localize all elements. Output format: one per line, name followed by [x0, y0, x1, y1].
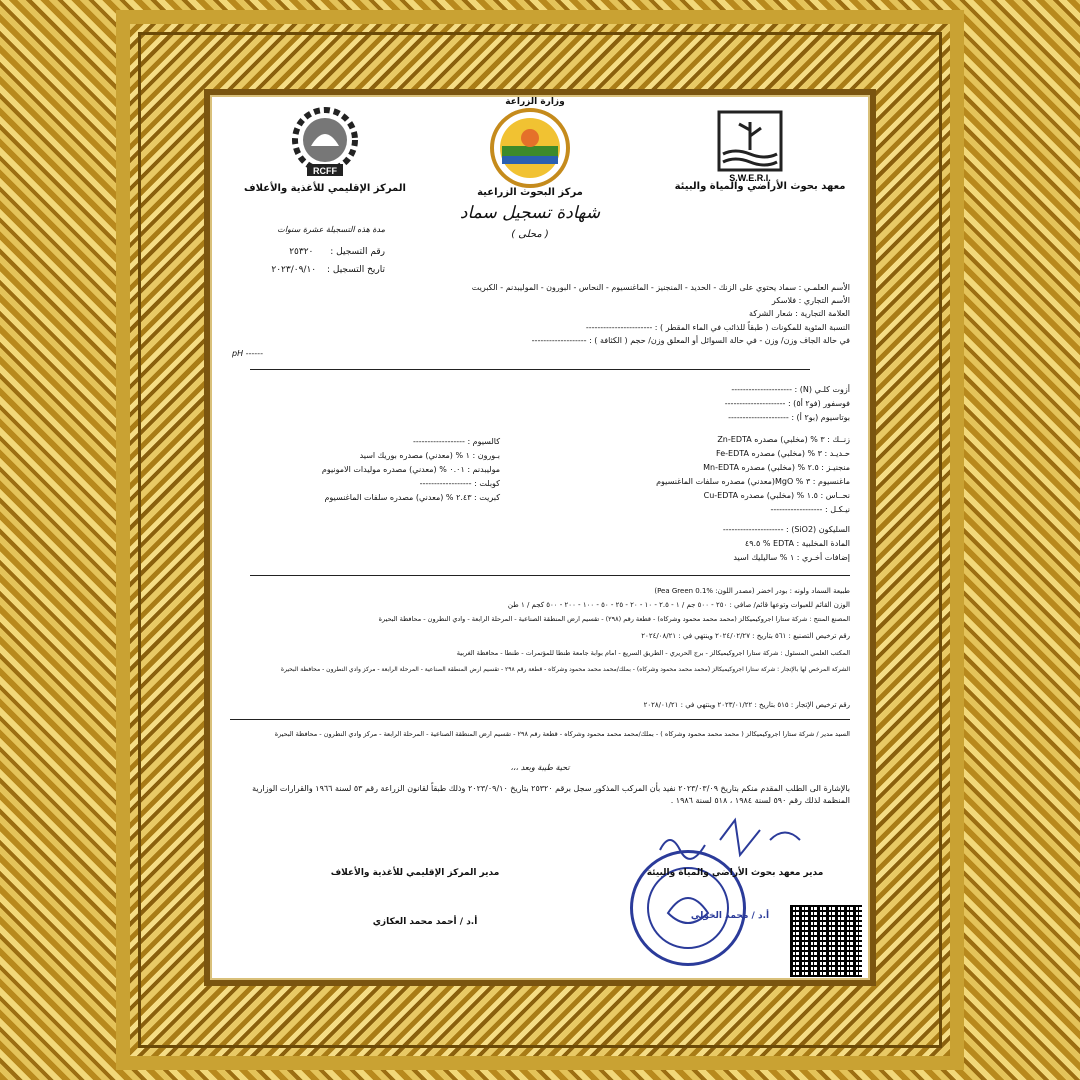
molybdenum-row: موليبدنم : ٠.٠١ % (معدني) مصدره موليدات الامونيوم	[321, 465, 500, 474]
manufacturer: المصنع المنتج : شركة ستارا اجروكيميكالز (محمد محمد محمود وشركاه) - قطعة رقم (٢٩٨) - تقسيم ارض المنطقة الصناعية - المرحلة الرابعة - وادي النطرون - محافظة البحيرة	[378, 615, 850, 623]
calcium-row: كالسيوم : ------------------	[412, 437, 500, 446]
right-signatory-name: أ.د / محمد الخولي	[690, 911, 770, 921]
registration-date-row	[225, 265, 385, 275]
registration-number-value: ٢٥٣٢٠	[289, 247, 314, 257]
magnesium-row: ماغنسيوم : ٣ % MgO(معدني) مصدره سلفات الماغنسيوم	[656, 477, 850, 486]
greeting: تحية طيبة وبعد ،،،	[510, 763, 570, 772]
phosphorus-row: فوسفور (فو٢ أ٥) : ---------------------	[724, 399, 850, 408]
package-weights: الوزن القائم للعبوات وتوعها قائم/ صافي : ٢٥٠ - ٥٠٠ جم / ١ - ٢.٥ - ١٠ - ٢٠ - ٢٥ - ٥٠ - ١٠٠ - ٢٠٠ - ٥٠٠ كجم / ١ طن	[507, 601, 850, 609]
left-signatory-title: مدير المركز الإقليمي للأغذية والأعلاف	[330, 868, 500, 878]
divider	[250, 369, 810, 370]
registration-number-label: رقم التسجيل :	[330, 247, 385, 257]
ministry-name: وزارة الزراعة	[505, 97, 565, 107]
additives-row: إضافات أخـري : ١ % ساليليك اسيد	[733, 553, 850, 562]
divider	[230, 719, 850, 720]
scientific-name: الأسم العلمـي : سماد يحتوي على الزنك - الحديد - المنجنيز - الماغنسيوم - النحاس - البورون - الموليبدنم - الكبريت	[471, 283, 850, 292]
cobalt-row: كوبلت : ------------------	[419, 479, 500, 488]
certificate-page	[210, 95, 870, 980]
registration-date-value: ٢٠٢٣/٠٩/١٠	[271, 265, 317, 275]
chelating-row: المادة المخلبية : EDTA % ٤٩.٥	[744, 539, 850, 548]
nickel-row: نيـكـل : ------------------	[770, 505, 850, 514]
sulfur-row: كبريت : ٢.٤٣ % (معدني) مصدره سلفات الماغنسيوم	[324, 493, 500, 502]
trading-company: الشركة المرخص لها بالإتجار : شركة ستارا اجروكيميكالز (محمد محمد محمود وشركاه) - بملك/محمد محمد محمود وشركاه - قطعة رقم ٢٩٨ - تقسيم ارض المنطقة الصناعية - المرحلة الرابعة - مركز وادي النطرون - محافظة البحيرة	[280, 666, 850, 673]
registration-date-label: تاريخ التسجيل :	[327, 265, 385, 275]
addressee: السيد مدير / شركة ستارا اجروكيميكالز ( محمد محمد محمود وشركاه ) - بملك/محمد محمد محمود وشركاه - قطعة رقم ٢٩٨ - تقسيم ارض المنطقة الصناعية - المرحلة الرابعة - مركز وادي النطرون - محافظة البحيرة	[274, 730, 850, 738]
letter-body: بالإشارة الى الطلب المقدم منكم بتاريخ ٢٠٢٣/٠٣/٠٩ نفيد بأن المركب المذكور سجل برقم ٢٥٣٢٠ بتاريخ ٢٠٢٣/٠٩/١٠ وذلك طبقاً لقانون الزراعة رقم ٥٣ لسنة ١٩٦٦ والقرارات الوزارية المنظمة لذلك رقم ٥٩٠ لسنة ١٩٨٤ ، ٥١٨ لسنة ١٩٨٦ .	[252, 784, 850, 805]
svg-text:S.W.E.R.I.: S.W.E.R.I.	[729, 173, 771, 183]
arc-logo	[480, 100, 580, 190]
scientific-office: المكتب العلمي المسئول : شركة ستارا اجروكيميكالز - برج الحريري - الطريق السريع - امام بوابة جامعة طنطا للمؤتمرات - طنطا - محافظة الغربية	[456, 649, 850, 657]
trading-license: رقم ترخيص الإتجار : ٥١٥ بتاريخ : ٢٠٢٣/٠١/٢٢ وينتهي في : ٢٠٢٨/٠١/٢١	[643, 701, 850, 709]
nitrogen-row: أزوت كلـي (N) : ---------------------	[731, 385, 850, 394]
silicon-row: السليكون (SiO2) : ---------------------	[722, 525, 850, 534]
certificate-title: شهادة تسجيل سماد	[459, 203, 601, 223]
fertilizer-nature: طبيعة السماد ولونه : بودر اخضر (مصدر اللون: Pea Green 0.1%)	[654, 587, 850, 595]
right-org-name: معهد بحوث الأراضي والمياة والبيئة	[674, 181, 846, 192]
ph-value: pH ------	[232, 349, 263, 358]
certificate-subtitle: ( محلى )	[511, 229, 549, 240]
potassium-row: بوتاسيوم (بو٢ أ) : ---------------------	[728, 413, 850, 422]
rcff-logo	[280, 105, 370, 185]
sweri-logo	[705, 107, 795, 187]
registration-number-row	[225, 247, 385, 257]
validity-note: مدة هذه التسجيلة عشرة سنوات	[277, 225, 385, 234]
trade-name: الأسم التجاري : فلاسكر	[771, 296, 850, 305]
left-signatory-name: أ.د / أحمد محمد العكازي	[372, 917, 478, 927]
manufacturing-license: رقم ترخيص التصنيع : ٥٦١ بتاريخ : ٢٠٢٤/٠٢/٢٧ وينتهي في : ٢٠٢٤/٠٨/٢١	[641, 632, 850, 640]
divider	[250, 575, 850, 576]
manganese-row: منجنيـز : ٢.٥ % (مخلبي) مصدره Mn-EDTA	[703, 463, 850, 472]
left-org-name: المركز الإقليمي للأغذية والأعلاف	[244, 183, 406, 194]
state-note: في حالة الجاف وزن/ وزن - في حالة السوائل أو المعلق وزن/ حجم ( الكثافة ) : -------------------	[531, 336, 850, 345]
right-signatory-title: مدير معهد بحوث الأراضي والمياة والبيئة	[646, 868, 824, 878]
percent-note: النسبة المئوية للمكونات ( طبقاً للذائب في الماء المقطر ) : -----------------------	[585, 323, 850, 332]
copper-row: نحــاس : ١.٥ % (مخلبي) مصدره Cu-EDTA	[703, 491, 850, 500]
zinc-row: زنــك : ٣ % (مخلبي) مصدره Zn-EDTA	[717, 435, 850, 444]
svg-text:RCFF: RCFF	[313, 166, 337, 176]
boron-row: بـورون : ١ % (معدني) مصدره بوريك اسيد	[359, 451, 500, 460]
trade-mark: العلامة التجارية : شعار الشركة	[749, 309, 850, 318]
qr-code	[790, 905, 862, 977]
center-org-name: مركز البحوث الزراعية	[477, 187, 583, 198]
iron-row: حـديـد : ٣ % (مخلبي) مصدره Fe-EDTA	[716, 449, 850, 458]
